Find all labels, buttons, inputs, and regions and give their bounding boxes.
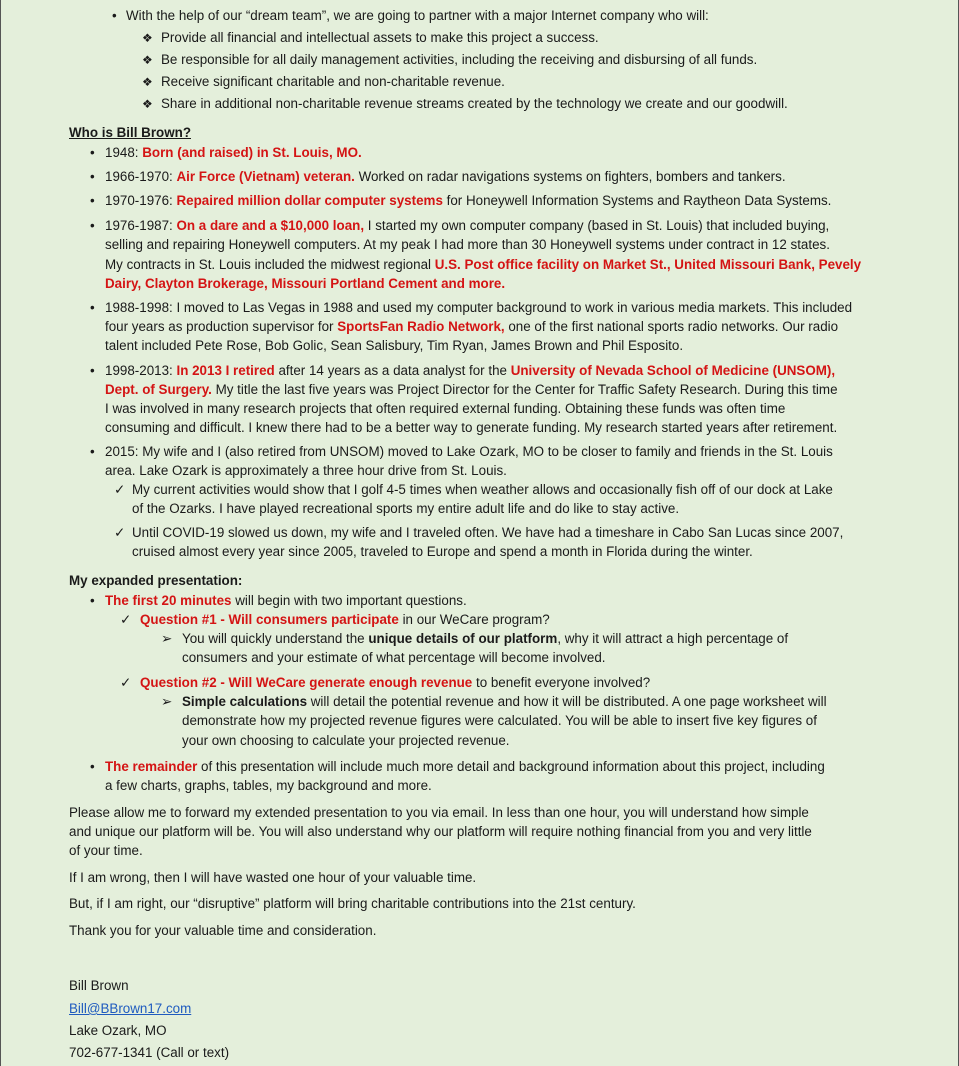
- presentation-item: [105, 592, 467, 610]
- detail-text: consumers and your estimate of what percentage will become involved.: [182, 650, 606, 665]
- question-2-detail: [182, 693, 827, 711]
- checkmark-icon: ✓: [114, 482, 126, 497]
- intro-sub-item: Provide all financial and intellectual assets to make this project a success.: [161, 30, 599, 45]
- bio-text: area. Lake Ozark is approximately a three hour drive from St. Louis.: [105, 463, 507, 478]
- bio-year: 1948:: [105, 145, 143, 160]
- section-heading-who: Who is Bill Brown?: [69, 125, 191, 140]
- detail-text: demonstrate how my projected revenue figures were calculated. You will be able to insert five key figures of: [182, 713, 817, 728]
- bio-item-1966: [105, 168, 786, 186]
- intro-sub-item: Be responsible for all daily management activities, including the receiving and disbursing of all funds.: [161, 52, 758, 67]
- bio-text: My title the last five years was Project Director for the Center for Traffic Safety Research. During this time: [211, 382, 838, 397]
- section-heading-expanded: My expanded presentation:: [69, 573, 243, 588]
- detail-text: , why it will attract a high percentage of: [557, 631, 789, 646]
- detail-text: will detail the potential revenue and how it will be distributed. A one page worksheet will: [307, 694, 827, 709]
- bullet: •: [90, 444, 95, 459]
- intro-lead: With the help of our “dream team”, we are going to partner with a major Internet company who will:: [126, 8, 709, 23]
- bio-highlight: In 2013 I retired: [176, 363, 275, 378]
- bio-highlight: Dairy, Clayton Brokerage, Missouri Portland Cement and more.: [105, 276, 506, 291]
- question-text: to benefit everyone involved?: [472, 675, 651, 690]
- question-2: [140, 674, 650, 692]
- closing-paragraph: Thank you for your valuable time and consideration.: [69, 923, 377, 938]
- bullet: •: [90, 759, 95, 774]
- bio-year: 1970-1976:: [105, 193, 177, 208]
- bio-text: selling and repairing Honeywell computers. At my peak I had more than 30 Honeywell systems under contract in 12 states.: [105, 237, 830, 252]
- bio-text: of the Ozarks. I have played recreational sports my entire adult life and do like to stay active.: [132, 501, 680, 516]
- bio-highlight: Repaired million dollar computer systems: [176, 193, 443, 208]
- presentation-text: will begin with two important questions.: [231, 593, 467, 608]
- presentation-text: a few charts, graphs, tables, my background and more.: [105, 778, 432, 793]
- bullet: •: [90, 218, 95, 233]
- bio-text: 1988-1998: I moved to Las Vegas in 1988 and used my computer background to work in various media markets. This included: [105, 300, 853, 315]
- bio-text: My current activities would show that I golf 4-5 times when weather allows and occasionally fish off of our dock at Lake: [132, 482, 833, 497]
- bio-highlight: University of Nevada School of Medicine (UNSOM),: [510, 363, 836, 378]
- checkmark-icon: ✓: [120, 675, 132, 690]
- bullet: •: [90, 300, 95, 315]
- bio-text: after 14 years as a data analyst for the: [274, 363, 511, 378]
- bio-item-1976: [105, 217, 829, 235]
- question-1-detail: [182, 630, 788, 648]
- arrow-bullet-icon: ➢: [161, 694, 173, 709]
- bio-text: cruised almost every year since 2005, traveled to Europe and spend a month in Florida during the winter.: [132, 544, 753, 559]
- bullet: •: [90, 145, 95, 160]
- signature-location: Lake Ozark, MO: [69, 1023, 167, 1038]
- presentation-highlight: The remainder: [105, 759, 198, 774]
- bullet: •: [90, 193, 95, 208]
- presentation-highlight: The first 20 minutes: [105, 593, 232, 608]
- diamond-bullet-icon: ❖: [142, 53, 153, 67]
- bullet: •: [90, 593, 95, 608]
- question-highlight: Question #2 - Will WeCare generate enough revenue: [140, 675, 473, 690]
- bio-highlight: U.S. Post office facility on Market St., United Missouri Bank, Pevely: [434, 257, 862, 272]
- bio-text: I was involved in many research projects that often required external funding. Obtaining these funds was often time: [105, 401, 786, 416]
- signature-name: Bill Brown: [69, 978, 129, 993]
- question-text: in our WeCare program?: [398, 612, 550, 627]
- detail-bold: unique details of our platform: [368, 631, 558, 646]
- bio-item-1970: [105, 192, 831, 210]
- bio-year: 1966-1970:: [105, 169, 177, 184]
- bullet: •: [90, 169, 95, 184]
- bullet: •: [112, 8, 117, 23]
- bio-text: 2015: My wife and I (also retired from UNSOM) moved to Lake Ozark, MO to be closer to family and friends in the St. Louis: [105, 444, 833, 459]
- intro-sub-item: Receive significant charitable and non-charitable revenue.: [161, 74, 505, 89]
- bio-highlight: SportsFan Radio Network,: [337, 319, 505, 334]
- checkmark-icon: ✓: [120, 612, 132, 627]
- diamond-bullet-icon: ❖: [142, 31, 153, 45]
- signature-phone: 702-677-1341 (Call or text): [69, 1045, 230, 1060]
- bio-highlight: Dept. of Surgery.: [105, 382, 212, 397]
- diamond-bullet-icon: ❖: [142, 97, 153, 111]
- bio-text-line: [105, 256, 861, 274]
- bio-text: one of the first national sports radio networks. Our radio: [504, 319, 839, 334]
- closing-paragraph: But, if I am right, our “disruptive” platform will bring charitable contributions into the 21st century.: [69, 896, 636, 911]
- closing-paragraph: If I am wrong, then I will have wasted one hour of your valuable time.: [69, 870, 477, 885]
- bio-text-line: [105, 318, 838, 336]
- intro-sub-item: Share in additional non-charitable revenue streams created by the technology we create and our goodwill.: [161, 96, 788, 111]
- question-highlight: Question #1 - Will consumers participate: [140, 612, 399, 627]
- detail-bold: Simple calculations: [182, 694, 308, 709]
- bio-text: consuming and difficult. I knew there had to be a better way to generate funding. My research started years after retirement.: [105, 420, 838, 435]
- checkmark-icon: ✓: [114, 525, 126, 540]
- remainder-item: [105, 758, 825, 776]
- bio-text: Worked on radar navigations systems on fighters, bombers and tankers.: [354, 169, 786, 184]
- presentation-text: of this presentation will include much more detail and background information about this project, including: [197, 759, 825, 774]
- detail-text: your own choosing to calculate your projected revenue.: [182, 733, 510, 748]
- bio-item-1998: [105, 362, 835, 380]
- bio-year: 1976-1987:: [105, 218, 177, 233]
- bio-text: I started my own computer company (based in St. Louis) that included buying,: [364, 218, 830, 233]
- bio-text-line: [105, 381, 838, 399]
- detail-text: You will quickly understand the: [182, 631, 369, 646]
- bio-text: four years as production supervisor for: [105, 319, 338, 334]
- signature-email-link[interactable]: Bill@BBrown17.com: [69, 1001, 192, 1016]
- closing-paragraph: Please allow me to forward my extended presentation to you via email. In less than one hour, you will understand how simple: [69, 805, 809, 820]
- bio-text: Until COVID-19 slowed us down, my wife and I traveled often. We have had a timeshare in Cabo San Lucas since 2007,: [132, 525, 844, 540]
- bio-text: My contracts in St. Louis included the midwest regional: [105, 257, 435, 272]
- closing-paragraph: and unique our platform will be. You will also understand why our platform will require nothing financial from you and very little: [69, 824, 812, 839]
- question-1: [140, 611, 550, 629]
- arrow-bullet-icon: ➢: [161, 631, 173, 646]
- bio-highlight: Born (and raised) in St. Louis, MO.: [142, 145, 362, 160]
- closing-paragraph: of your time.: [69, 843, 143, 858]
- diamond-bullet-icon: ❖: [142, 75, 153, 89]
- bio-highlight: Air Force (Vietnam) veteran.: [176, 169, 355, 184]
- bullet: •: [90, 363, 95, 378]
- bio-text: for Honeywell Information Systems and Raytheon Data Systems.: [442, 193, 832, 208]
- bio-item-1948: [105, 144, 362, 162]
- bio-year: 1998-2013:: [105, 363, 177, 378]
- bio-highlight: On a dare and a $10,000 loan,: [176, 218, 365, 233]
- bio-text: talent included Pete Rose, Bob Golic, Sean Salisbury, Tim Ryan, James Brown and Phil Esposito.: [105, 338, 684, 353]
